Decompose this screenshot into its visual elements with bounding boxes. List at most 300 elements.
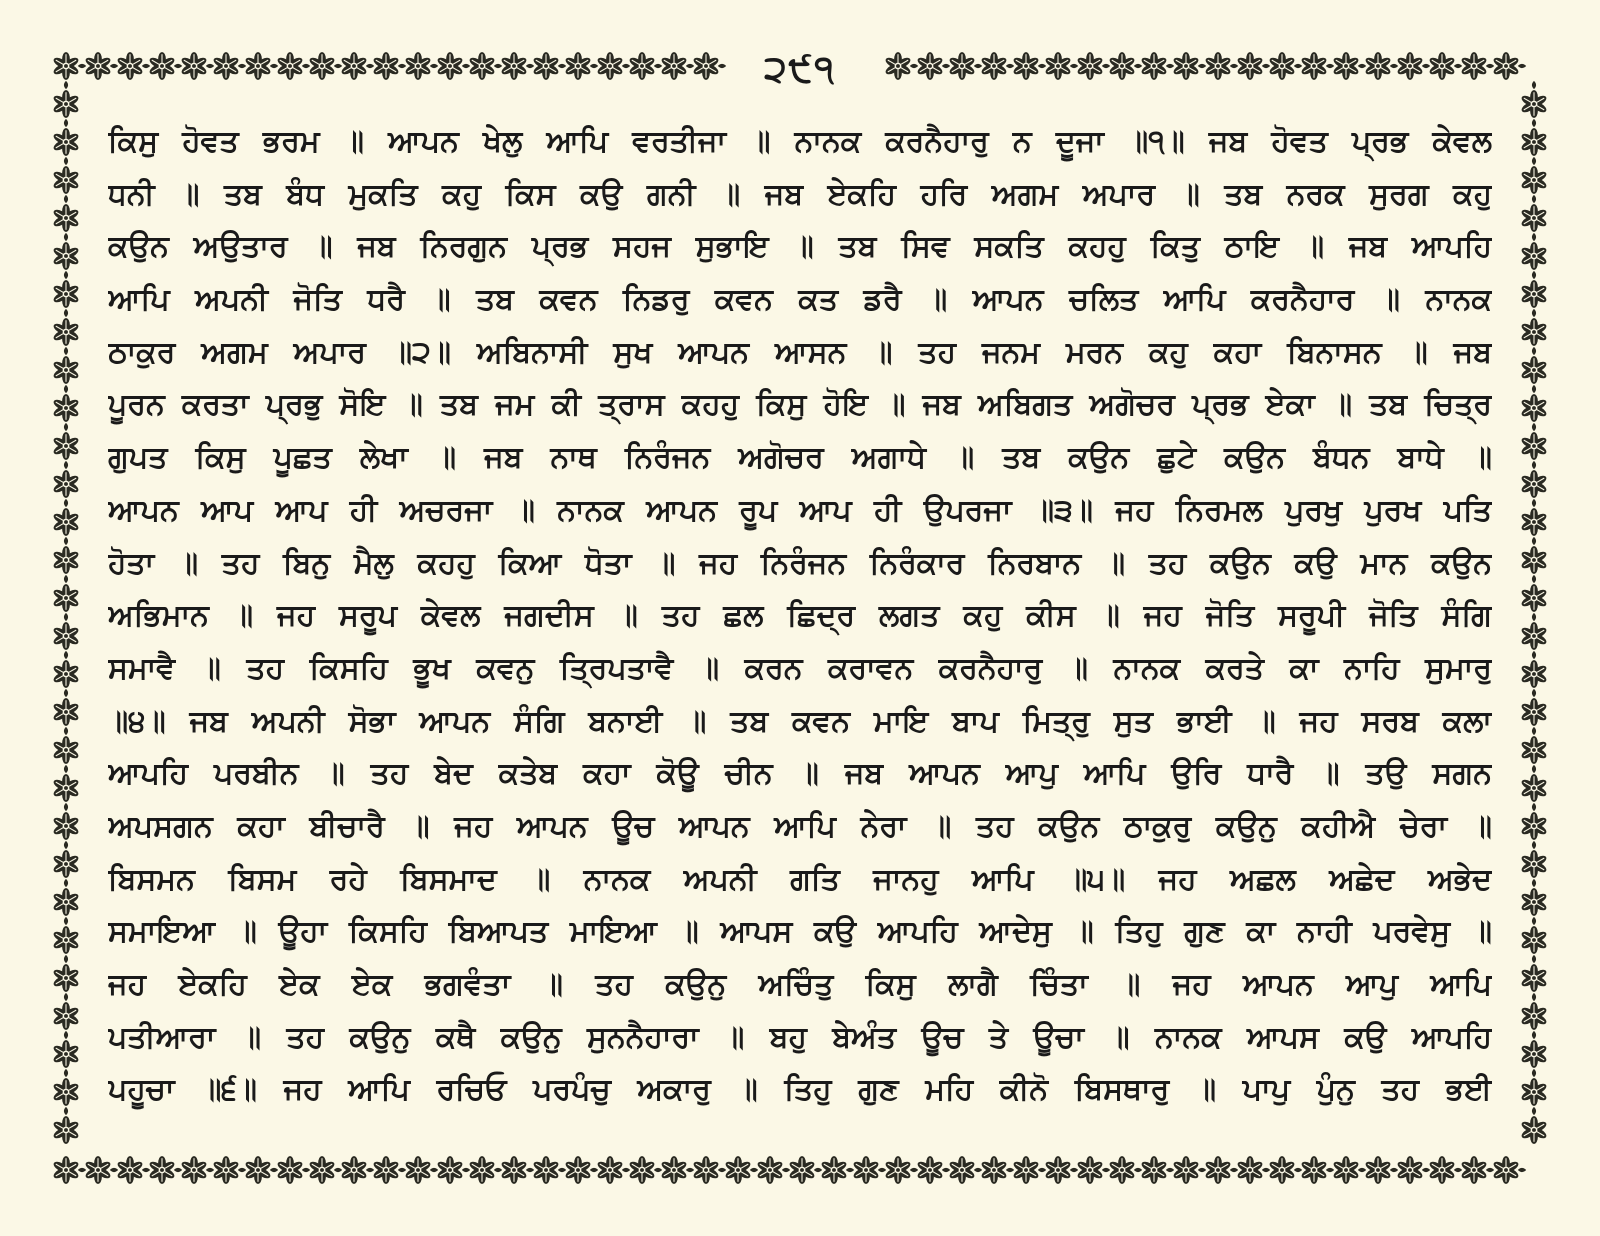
leaf-ornament-icon xyxy=(558,64,566,68)
flower-ornament-icon xyxy=(1520,508,1548,536)
flower-ornament-icon xyxy=(52,318,80,346)
flower-ornament-icon xyxy=(1044,1156,1072,1184)
flower-ornament-icon xyxy=(52,888,80,916)
leaf-ornament-icon xyxy=(206,64,214,68)
flower-ornament-icon xyxy=(52,774,80,802)
flower-ornament-icon xyxy=(52,432,80,460)
leaf-ornament-icon xyxy=(430,1168,438,1172)
flower-ornament-icon xyxy=(916,1156,944,1184)
flower-ornament-icon xyxy=(1268,52,1296,80)
flower-ornament-icon xyxy=(692,52,720,80)
leaf-ornament-icon xyxy=(1532,955,1536,963)
leaf-ornament-icon xyxy=(1518,1168,1526,1172)
text-line: ॥੪॥ ਜਬ ਅਪਨੀ ਸੋਭਾ ਆਪਨ ਸੰਗਿ ਬਨਾਈ ॥ ਤਬ ਕਵਨ ਮਾਇ ਬਾਪ ਮਿਤ੍ਰੁ ਸੁਤ ਭਾਈ ॥ ਜਹ ਸਰਬ ਕਲਾ xyxy=(108,703,1492,739)
text-line: ਸਮਾਇਆ ॥ ਊਹਾ ਕਿਸਹਿ ਬਿਆਪਤ ਮਾਇਆ ॥ ਆਪਸ ਕਉ ਆਪਹਿ ਆਦੇਸੁ ॥ ਤਿਹੁ ਗੁਣ ਕਾ ਨਾਹੀ ਪਰਵੇਸੁ ॥ xyxy=(108,914,1492,950)
leaf-ornament-icon xyxy=(1532,81,1536,89)
leaf-ornament-icon xyxy=(64,879,68,887)
leaf-ornament-icon xyxy=(1294,1168,1302,1172)
leaf-ornament-icon xyxy=(64,575,68,583)
flower-ornament-icon xyxy=(1520,926,1548,954)
flower-ornament-icon xyxy=(1268,1156,1296,1184)
flower-ornament-icon xyxy=(116,52,144,80)
leaf-ornament-icon xyxy=(64,955,68,963)
flower-ornament-icon xyxy=(52,166,80,194)
text-line: ਠਾਕੁਰ ਅਗਮ ਅਪਾਰ ॥੨॥ ਅਬਿਨਾਸੀ ਸੁਖ ਆਪਨ ਆਸਨ ॥ ਤਹ ਜਨਮ ਮਰਨ ਕਹੁ ਕਹਾ ਬਿਨਾਸਨ ॥ ਜਬ xyxy=(108,334,1492,370)
text-line: ਆਪਨ ਆਪ ਆਪ ਹੀ ਅਚਰਜਾ ॥ ਨਾਨਕ ਆਪਨ ਰੂਪ ਆਪ ਹੀ ਉਪਰਜਾ ॥੩॥ ਜਹ ਨਿਰਮਲ ਪੁਰਖੁ ਪੁਰਖ ਪਤਿ xyxy=(108,492,1492,528)
leaf-ornament-icon xyxy=(334,1168,342,1172)
leaf-ornament-icon xyxy=(942,1168,950,1172)
flower-ornament-icon xyxy=(84,1156,112,1184)
leaf-ornament-icon xyxy=(878,1168,886,1172)
flower-ornament-icon xyxy=(52,394,80,422)
leaf-ornament-icon xyxy=(494,64,502,68)
leaf-ornament-icon xyxy=(1070,1168,1078,1172)
leaf-ornament-icon xyxy=(1532,803,1536,811)
flower-ornament-icon xyxy=(52,660,80,688)
leaf-ornament-icon xyxy=(1038,64,1046,68)
flower-ornament-icon xyxy=(628,52,656,80)
leaf-ornament-icon xyxy=(782,1168,790,1172)
text-line: ਆਪਹਿ ਪਰਬੀਨ ॥ ਤਹ ਬੇਦ ਕਤੇਬ ਕਹਾ ਕੋਊ ਚੀਨ ॥ ਜਬ ਆਪਨ ਆਪੁ ਆਪਿ ਉਰਿ ਧਾਰੈ ॥ ਤਉ ਸਗਨ xyxy=(108,756,1492,792)
text-line: ਗੁਪਤ ਕਿਸੁ ਪੂਛਤ ਲੇਖਾ ॥ ਜਬ ਨਾਥ ਨਿਰੰਜਨ ਅਗੋਚਰ ਅਗਾਧੇ ॥ ਤਬ ਕਉਨ ਛੁਟੇ ਕਉਨ ਬੰਧਨ ਬਾਧੇ ॥ xyxy=(108,440,1492,476)
leaf-ornament-icon xyxy=(398,64,406,68)
flower-ornament-icon xyxy=(1520,432,1548,460)
text-line: ਪੂਰਨ ਕਰਤਾ ਪ੍ਰਭੁ ਸੋਇ ॥ ਤਬ ਜਮ ਕੀ ਤ੍ਰਾਸ ਕਹਹੁ ਕਿਸੁ ਹੋਇ ॥ ਜਬ ਅਬਿਗਤ ਅਗੋਚਰ ਪ੍ਰਭ ਏਕਾ ॥ ਤਬ ਚਿਤ੍ਰ xyxy=(108,387,1492,423)
flower-ornament-icon xyxy=(1520,356,1548,384)
flower-ornament-icon xyxy=(52,242,80,270)
flower-ornament-icon xyxy=(212,1156,240,1184)
flower-ornament-icon xyxy=(340,1156,368,1184)
leaf-ornament-icon xyxy=(64,271,68,279)
flower-ornament-icon xyxy=(212,52,240,80)
leaf-ornament-icon xyxy=(1134,64,1142,68)
leaf-ornament-icon xyxy=(78,64,86,68)
leaf-ornament-icon xyxy=(1532,461,1536,469)
flower-ornament-icon xyxy=(308,1156,336,1184)
leaf-ornament-icon xyxy=(974,64,982,68)
flower-ornament-icon xyxy=(1520,888,1548,916)
flower-ornament-icon xyxy=(1332,1156,1360,1184)
text-line: ਅਭਿਮਾਨ ॥ ਜਹ ਸਰੂਪ ਕੇਵਲ ਜਗਦੀਸ ॥ ਤਹ ਛਲ ਛਿਦ੍ਰ ਲਗਤ ਕਹੁ ਕੀਸ ॥ ਜਹ ਜੋਤਿ ਸਰੂਪੀ ਜੋਤਿ ਸੰਗਿ xyxy=(108,598,1492,634)
leaf-ornament-icon xyxy=(64,309,68,317)
flower-ornament-icon xyxy=(1460,52,1488,80)
text-line: ਪਤੀਆਰਾ ॥ ਤਹ ਕਉਨੁ ਕਥੈ ਕਉਨੁ ਸੁਨਨੈਹਾਰਾ ॥ ਬਹੁ ਬੇਅੰਤ ਊਚ ਤੇ ਊਚਾ ॥ ਨਾਨਕ ਆਪਸ ਕਉ ਆਪਹਿ xyxy=(108,1019,1492,1055)
flower-ornament-icon xyxy=(1172,1156,1200,1184)
flower-ornament-icon xyxy=(1460,1156,1488,1184)
leaf-ornament-icon xyxy=(494,1168,502,1172)
leaf-ornament-icon xyxy=(526,1168,534,1172)
flower-ornament-icon xyxy=(1520,850,1548,878)
leaf-ornament-icon xyxy=(1390,64,1398,68)
leaf-ornament-icon xyxy=(1532,119,1536,127)
flower-ornament-icon xyxy=(1520,394,1548,422)
flower-ornament-icon xyxy=(916,52,944,80)
leaf-ornament-icon xyxy=(1532,993,1536,1001)
leaf-ornament-icon xyxy=(462,1168,470,1172)
leaf-ornament-icon xyxy=(622,64,630,68)
flower-ornament-icon xyxy=(52,356,80,384)
leaf-ornament-icon xyxy=(1532,1031,1536,1039)
leaf-ornament-icon xyxy=(1262,1168,1270,1172)
leaf-ornament-icon xyxy=(174,64,182,68)
flower-ornament-icon xyxy=(660,52,688,80)
leaf-ornament-icon xyxy=(1532,195,1536,203)
flower-ornament-icon xyxy=(1520,1040,1548,1068)
page-number-box xyxy=(735,42,865,98)
leaf-ornament-icon xyxy=(110,64,118,68)
leaf-ornament-icon xyxy=(64,1031,68,1039)
text-line: ਜਹ ਏਕਹਿ ਏਕ ਏਕ ਭਗਵੰਤਾ ॥ ਤਹ ਕਉਨੁ ਅਚਿੰਤੁ ਕਿਸੁ ਲਾਗੈ ਚਿੰਤਾ ॥ ਜਹ ਆਪਨ ਆਪੁ ਆਪਿ xyxy=(108,967,1492,1002)
leaf-ornament-icon xyxy=(1532,537,1536,545)
leaf-ornament-icon xyxy=(64,651,68,659)
leaf-ornament-icon xyxy=(526,64,534,68)
leaf-ornament-icon xyxy=(1262,64,1270,68)
text-line: ਅਪਸਗਨ ਕਹਾ ਬੀਚਾਰੈ ॥ ਜਹ ਆਪਨ ਊਚ ਆਪਨ ਆਪਿ ਨੇਰਾ ॥ ਤਹ ਕਉਨ ਠਾਕੁਰੁ ਕਉਨੁ ਕਹੀਐ ਚੇਰਾ ॥ xyxy=(108,808,1492,844)
flower-ornament-icon xyxy=(1520,812,1548,840)
leaf-ornament-icon xyxy=(64,1107,68,1115)
flower-ornament-icon xyxy=(372,52,400,80)
text-line: ਕਿਸੁ ਹੋਵਤ ਭਰਮ ॥ ਆਪਨ ਖੇਲੁ ਆਪਿ ਵਰਤੀਜਾ ॥ ਨਾਨਕ ਕਰਨੈਹਾਰੁ ਨ ਦੂਜਾ ॥੧॥ ਜਬ ਹੋਵਤ ਪ੍ਰਭ ਕੇਵਲ xyxy=(108,124,1492,159)
leaf-ornament-icon xyxy=(1166,64,1174,68)
leaf-ornament-icon xyxy=(974,1168,982,1172)
flower-ornament-icon xyxy=(1332,52,1360,80)
flower-ornament-icon xyxy=(660,1156,688,1184)
flower-ornament-icon xyxy=(372,1156,400,1184)
leaf-ornament-icon xyxy=(1326,1168,1334,1172)
flower-ornament-icon xyxy=(52,812,80,840)
flower-ornament-icon xyxy=(52,1116,80,1144)
leaf-ornament-icon xyxy=(64,765,68,773)
leaf-ornament-icon xyxy=(654,1168,662,1172)
flower-ornament-icon xyxy=(1520,736,1548,764)
leaf-ornament-icon xyxy=(846,1168,854,1172)
flower-ornament-icon xyxy=(1520,1078,1548,1106)
text-line: ਕਉਨ ਅਉਤਾਰ ॥ ਜਬ ਨਿਰਗੁਨ ਪ੍ਰਭ ਸਹਜ ਸੁਭਾਇ ॥ ਤਬ ਸਿਵ ਸਕਤਿ ਕਹਹੁ ਕਿਤੁ ਠਾਇ ॥ ਜਬ ਆਪਹਿ xyxy=(108,229,1492,265)
flower-ornament-icon xyxy=(52,698,80,726)
flower-ornament-icon xyxy=(468,1156,496,1184)
leaf-ornament-icon xyxy=(1358,1168,1366,1172)
flower-ornament-icon xyxy=(404,1156,432,1184)
leaf-ornament-icon xyxy=(1486,1168,1494,1172)
flower-ornament-icon xyxy=(692,1156,720,1184)
leaf-ornament-icon xyxy=(1390,1168,1398,1172)
flower-ornament-icon xyxy=(1520,1116,1548,1144)
leaf-ornament-icon xyxy=(366,64,374,68)
flower-ornament-icon xyxy=(820,1156,848,1184)
leaf-ornament-icon xyxy=(64,803,68,811)
leaf-ornament-icon xyxy=(1532,879,1536,887)
leaf-ornament-icon xyxy=(750,1168,758,1172)
leaf-ornament-icon xyxy=(1230,64,1238,68)
flower-ornament-icon xyxy=(52,622,80,650)
flower-ornament-icon xyxy=(52,1040,80,1068)
flower-ornament-icon xyxy=(52,1156,80,1184)
leaf-ornament-icon xyxy=(238,1168,246,1172)
leaf-ornament-icon xyxy=(64,195,68,203)
leaf-ornament-icon xyxy=(686,64,694,68)
leaf-ornament-icon xyxy=(398,1168,406,1172)
leaf-ornament-icon xyxy=(1532,651,1536,659)
leaf-ornament-icon xyxy=(64,423,68,431)
leaf-ornament-icon xyxy=(1102,1168,1110,1172)
flower-ornament-icon xyxy=(532,52,560,80)
text-line: ਬਿਸਮਨ ਬਿਸਮ ਰਹੇ ਬਿਸਮਾਦ ॥ ਨਾਨਕ ਅਪਨੀ ਗਤਿ ਜਾਨਹੁ ਆਪਿ ॥੫॥ ਜਹ ਅਛਲ ਅਛੇਦ ਅਭੇਦ xyxy=(108,861,1492,897)
leaf-ornament-icon xyxy=(142,64,150,68)
flower-ornament-icon xyxy=(52,128,80,156)
leaf-ornament-icon xyxy=(1532,575,1536,583)
flower-ornament-icon xyxy=(724,1156,752,1184)
leaf-ornament-icon xyxy=(302,64,310,68)
leaf-ornament-icon xyxy=(558,1168,566,1172)
flower-ornament-icon xyxy=(1520,166,1548,194)
flower-ornament-icon xyxy=(1300,1156,1328,1184)
flower-ornament-icon xyxy=(180,52,208,80)
leaf-ornament-icon xyxy=(206,1168,214,1172)
leaf-ornament-icon xyxy=(1006,64,1014,68)
flower-ornament-icon xyxy=(244,1156,272,1184)
flower-ornament-icon xyxy=(276,1156,304,1184)
leaf-ornament-icon xyxy=(718,64,726,68)
leaf-ornament-icon xyxy=(1422,1168,1430,1172)
text-line: ਆਪਿ ਅਪਨੀ ਜੋਤਿ ਧਰੈ ॥ ਤਬ ਕਵਨ ਨਿਡਰੁ ਕਵਨ ਕਤ ਡਰੈ ॥ ਆਪਨ ਚਲਿਤ ਆਪਿ ਕਰਨੈਹਾਰ ॥ ਨਾਨਕ xyxy=(108,282,1492,318)
flower-ornament-icon xyxy=(596,1156,624,1184)
flower-ornament-icon xyxy=(1520,774,1548,802)
flower-ornament-icon xyxy=(276,52,304,80)
flower-ornament-icon xyxy=(596,52,624,80)
leaf-ornament-icon xyxy=(1134,1168,1142,1172)
leaf-ornament-icon xyxy=(1532,271,1536,279)
leaf-ornament-icon xyxy=(1166,1168,1174,1172)
flower-ornament-icon xyxy=(1520,964,1548,992)
flower-ornament-icon xyxy=(1492,52,1520,80)
flower-ornament-icon xyxy=(52,736,80,764)
leaf-ornament-icon xyxy=(64,385,68,393)
flower-ornament-icon xyxy=(1108,1156,1136,1184)
leaf-ornament-icon xyxy=(1038,1168,1046,1172)
leaf-ornament-icon xyxy=(686,1168,694,1172)
flower-ornament-icon xyxy=(788,1156,816,1184)
leaf-ornament-icon xyxy=(1532,233,1536,241)
flower-ornament-icon xyxy=(1520,470,1548,498)
leaf-ornament-icon xyxy=(1532,841,1536,849)
leaf-ornament-icon xyxy=(64,917,68,925)
leaf-ornament-icon xyxy=(302,1168,310,1172)
flower-ornament-icon xyxy=(980,52,1008,80)
flower-ornament-icon xyxy=(52,546,80,574)
leaf-ornament-icon xyxy=(64,119,68,127)
leaf-ornament-icon xyxy=(1532,765,1536,773)
flower-ornament-icon xyxy=(1520,1002,1548,1030)
flower-ornament-icon xyxy=(52,850,80,878)
flower-ornament-icon xyxy=(52,280,80,308)
leaf-ornament-icon xyxy=(462,64,470,68)
leaf-ornament-icon xyxy=(654,64,662,68)
leaf-ornament-icon xyxy=(1422,64,1430,68)
leaf-ornament-icon xyxy=(270,64,278,68)
flower-ornament-icon xyxy=(308,52,336,80)
flower-ornament-icon xyxy=(52,584,80,612)
leaf-ornament-icon xyxy=(1532,157,1536,165)
leaf-ornament-icon xyxy=(1486,64,1494,68)
flower-ornament-icon xyxy=(628,1156,656,1184)
flower-ornament-icon xyxy=(244,52,272,80)
flower-ornament-icon xyxy=(564,1156,592,1184)
flower-ornament-icon xyxy=(52,508,80,536)
leaf-ornament-icon xyxy=(78,1168,86,1172)
leaf-ornament-icon xyxy=(1006,1168,1014,1172)
text-line: ਸਮਾਵੈ ॥ ਤਹ ਕਿਸਹਿ ਭੂਖ ਕਵਨੁ ਤ੍ਰਿਪਤਾਵੈ ॥ ਕਰਨ ਕਰਾਵਨ ਕਰਨੈਹਾਰੁ ॥ ਨਾਨਕ ਕਰਤੇ ਕਾ ਨਾਹਿ ਸੁਮਾਰੁ xyxy=(108,650,1492,686)
leaf-ornament-icon xyxy=(334,64,342,68)
flower-ornament-icon xyxy=(948,52,976,80)
text-line: ਹੋਤਾ ॥ ਤਹ ਬਿਨੁ ਮੈਲੁ ਕਹਹੁ ਕਿਆ ਧੋਤਾ ॥ ਜਹ ਨਿਰੰਜਨ ਨਿਰੰਕਾਰ ਨਿਰਬਾਨ ॥ ਤਹ ਕਉਨ ਕਉ ਮਾਨ ਕਉਨ xyxy=(108,545,1492,581)
leaf-ornament-icon xyxy=(430,64,438,68)
flower-ornament-icon xyxy=(52,926,80,954)
flower-ornament-icon xyxy=(1428,1156,1456,1184)
leaf-ornament-icon xyxy=(1532,1069,1536,1077)
leaf-ornament-icon xyxy=(1102,64,1110,68)
flower-ornament-icon xyxy=(52,1078,80,1106)
leaf-ornament-icon xyxy=(1454,1168,1462,1172)
leaf-ornament-icon xyxy=(1518,64,1526,68)
flower-ornament-icon xyxy=(1172,52,1200,80)
leaf-ornament-icon xyxy=(1532,309,1536,317)
leaf-ornament-icon xyxy=(64,347,68,355)
leaf-ornament-icon xyxy=(590,64,598,68)
flower-ornament-icon xyxy=(52,90,80,118)
leaf-ornament-icon xyxy=(64,727,68,735)
leaf-ornament-icon xyxy=(64,993,68,1001)
flower-ornament-icon xyxy=(500,52,528,80)
leaf-ornament-icon xyxy=(64,537,68,545)
leaf-ornament-icon xyxy=(1454,64,1462,68)
leaf-ornament-icon xyxy=(1532,1107,1536,1115)
leaf-ornament-icon xyxy=(1358,64,1366,68)
leaf-ornament-icon xyxy=(910,64,918,68)
leaf-ornament-icon xyxy=(622,1168,630,1172)
flower-ornament-icon xyxy=(84,52,112,80)
leaf-ornament-icon xyxy=(1326,64,1334,68)
flower-ornament-icon xyxy=(1012,52,1040,80)
leaf-ornament-icon xyxy=(64,613,68,621)
leaf-ornament-icon xyxy=(814,1168,822,1172)
flower-ornament-icon xyxy=(1108,52,1136,80)
flower-ornament-icon xyxy=(884,52,912,80)
flower-ornament-icon xyxy=(884,1156,912,1184)
leaf-ornament-icon xyxy=(64,233,68,241)
flower-ornament-icon xyxy=(1428,52,1456,80)
flower-ornament-icon xyxy=(852,1156,880,1184)
flower-ornament-icon xyxy=(180,1156,208,1184)
flower-ornament-icon xyxy=(564,52,592,80)
flower-ornament-icon xyxy=(532,1156,560,1184)
flower-ornament-icon xyxy=(1140,52,1168,80)
leaf-ornament-icon xyxy=(64,1069,68,1077)
flower-ornament-icon xyxy=(1012,1156,1040,1184)
leaf-ornament-icon xyxy=(1294,64,1302,68)
leaf-ornament-icon xyxy=(1070,64,1078,68)
leaf-ornament-icon xyxy=(1532,613,1536,621)
flower-ornament-icon xyxy=(1520,622,1548,650)
flower-ornament-icon xyxy=(52,204,80,232)
flower-ornament-icon xyxy=(1520,584,1548,612)
leaf-ornament-icon xyxy=(1230,1168,1238,1172)
flower-ornament-icon xyxy=(404,52,432,80)
leaf-ornament-icon xyxy=(1532,499,1536,507)
flower-ornament-icon xyxy=(1520,90,1548,118)
leaf-ornament-icon xyxy=(942,64,950,68)
flower-ornament-icon xyxy=(1396,1156,1424,1184)
flower-ornament-icon xyxy=(980,1156,1008,1184)
flower-ornament-icon xyxy=(1520,204,1548,232)
flower-ornament-icon xyxy=(1364,52,1392,80)
page-number: ੨੯੧ xyxy=(764,49,836,90)
text-line: ਧਨੀ ॥ ਤਬ ਬੰਧ ਮੁਕਤਿ ਕਹੁ ਕਿਸ ਕਉ ਗਨੀ ॥ ਜਬ ਏਕਹਿ ਹਰਿ ਅਗਮ ਅਪਾਰ ॥ ਤਬ ਨਰਕ ਸੁਰਗ ਕਹੁ xyxy=(108,176,1492,212)
flower-ornament-icon xyxy=(1204,52,1232,80)
flower-ornament-icon xyxy=(1520,318,1548,346)
flower-ornament-icon xyxy=(1520,128,1548,156)
leaf-ornament-icon xyxy=(1532,347,1536,355)
flower-ornament-icon xyxy=(1520,546,1548,574)
flower-ornament-icon xyxy=(1236,52,1264,80)
leaf-ornament-icon xyxy=(1532,689,1536,697)
leaf-ornament-icon xyxy=(366,1168,374,1172)
flower-ornament-icon xyxy=(468,52,496,80)
leaf-ornament-icon xyxy=(110,1168,118,1172)
flower-ornament-icon xyxy=(1044,52,1072,80)
flower-ornament-icon xyxy=(52,52,80,80)
flower-ornament-icon xyxy=(340,52,368,80)
leaf-ornament-icon xyxy=(64,689,68,697)
flower-ornament-icon xyxy=(1140,1156,1168,1184)
leaf-ornament-icon xyxy=(174,1168,182,1172)
leaf-ornament-icon xyxy=(590,1168,598,1172)
flower-ornament-icon xyxy=(1520,242,1548,270)
flower-ornament-icon xyxy=(1236,1156,1264,1184)
leaf-ornament-icon xyxy=(1532,727,1536,735)
leaf-ornament-icon xyxy=(1532,917,1536,925)
flower-ornament-icon xyxy=(1520,280,1548,308)
leaf-ornament-icon xyxy=(64,841,68,849)
flower-ornament-icon xyxy=(436,52,464,80)
leaf-ornament-icon xyxy=(910,1168,918,1172)
flower-ornament-icon xyxy=(52,470,80,498)
flower-ornament-icon xyxy=(1300,52,1328,80)
flower-ornament-icon xyxy=(116,1156,144,1184)
flower-ornament-icon xyxy=(1492,1156,1520,1184)
flower-ornament-icon xyxy=(1520,698,1548,726)
leaf-ornament-icon xyxy=(64,499,68,507)
scripture-text xyxy=(108,116,1492,1117)
flower-ornament-icon xyxy=(1076,1156,1104,1184)
flower-ornament-icon xyxy=(52,964,80,992)
flower-ornament-icon xyxy=(436,1156,464,1184)
flower-ornament-icon xyxy=(756,1156,784,1184)
leaf-ornament-icon xyxy=(142,1168,150,1172)
flower-ornament-icon xyxy=(1204,1156,1232,1184)
flower-ornament-icon xyxy=(1076,52,1104,80)
text-line: ਪਹੂਚਾ ॥੬॥ ਜਹ ਆਪਿ ਰਚਿਓ ਪਰਪੰਚੁ ਅਕਾਰੁ ॥ ਤਿਹੁ ਗੁਣ ਮਹਿ ਕੀਨੋ ਬਿਸਥਾਰੁ ॥ ਪਾਪੁ ਪੁੰਨੁ ਤਹ ਭਈ xyxy=(108,1072,1492,1108)
leaf-ornament-icon xyxy=(64,81,68,89)
leaf-ornament-icon xyxy=(1198,64,1206,68)
flower-ornament-icon xyxy=(148,1156,176,1184)
flower-ornament-icon xyxy=(1364,1156,1392,1184)
leaf-ornament-icon xyxy=(1532,423,1536,431)
leaf-ornament-icon xyxy=(64,461,68,469)
leaf-ornament-icon xyxy=(270,1168,278,1172)
leaf-ornament-icon xyxy=(64,157,68,165)
flower-ornament-icon xyxy=(1396,52,1424,80)
flower-ornament-icon xyxy=(148,52,176,80)
